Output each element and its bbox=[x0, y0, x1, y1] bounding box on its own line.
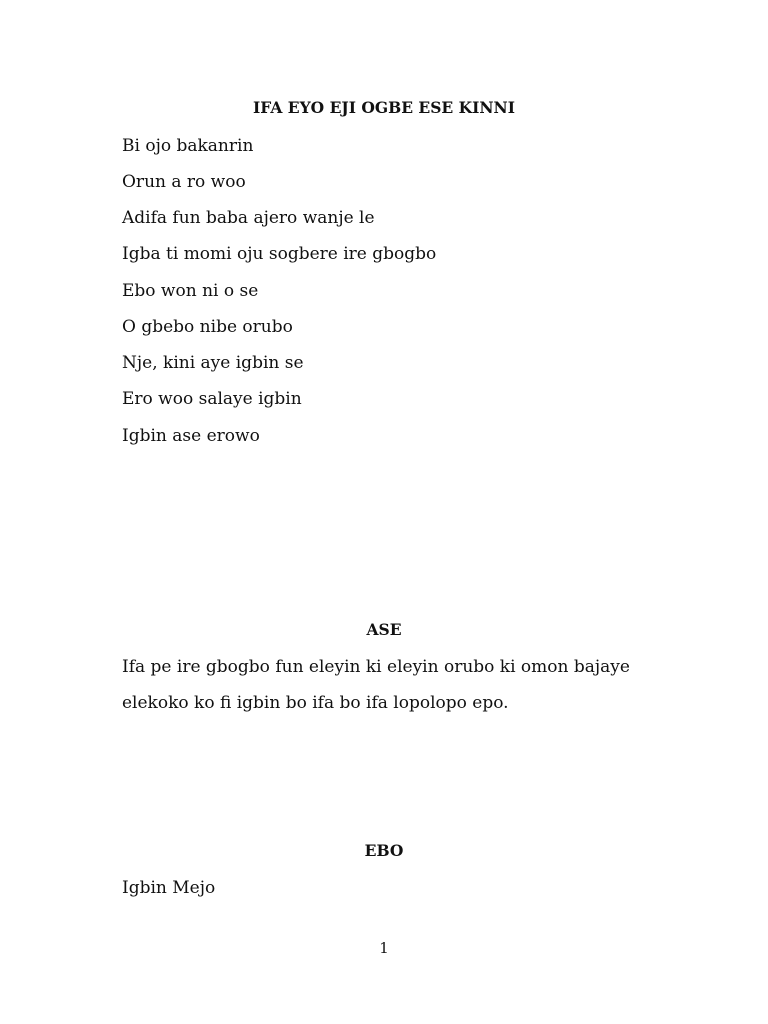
poem-line: Orun a ro woo bbox=[122, 172, 246, 192]
poem-line: Nje, kini aye igbin se bbox=[122, 353, 304, 373]
poem-line: Igba ti momi oju sogbere ire gbogbo bbox=[122, 244, 437, 264]
ase-paragraph-line: Ifa pe ire gbogbo fun eleyin ki eleyin orubo ki omon bajaye bbox=[122, 657, 630, 677]
ase-heading: ASE bbox=[366, 620, 402, 639]
ase-paragraph-line: elekoko ko fi igbin bo ifa bo ifa lopolopo epo. bbox=[122, 693, 509, 713]
ebo-line: Igbin Mejo bbox=[122, 878, 216, 898]
poem-title: IFA EYO EJI OGBE ESE KINNI bbox=[253, 98, 515, 117]
poem-line: Igbin ase erowo bbox=[122, 426, 260, 446]
poem-line: O gbebo nibe orubo bbox=[122, 317, 293, 337]
page-number: 1 bbox=[379, 939, 389, 957]
ebo-heading: EBO bbox=[364, 841, 404, 860]
poem-line: Bi ojo bakanrin bbox=[122, 136, 254, 156]
poem-line: Ebo won ni o se bbox=[122, 281, 259, 301]
poem-line: Ero woo salaye igbin bbox=[122, 389, 302, 409]
poem-line: Adifa fun baba ajero wanje le bbox=[122, 208, 375, 228]
